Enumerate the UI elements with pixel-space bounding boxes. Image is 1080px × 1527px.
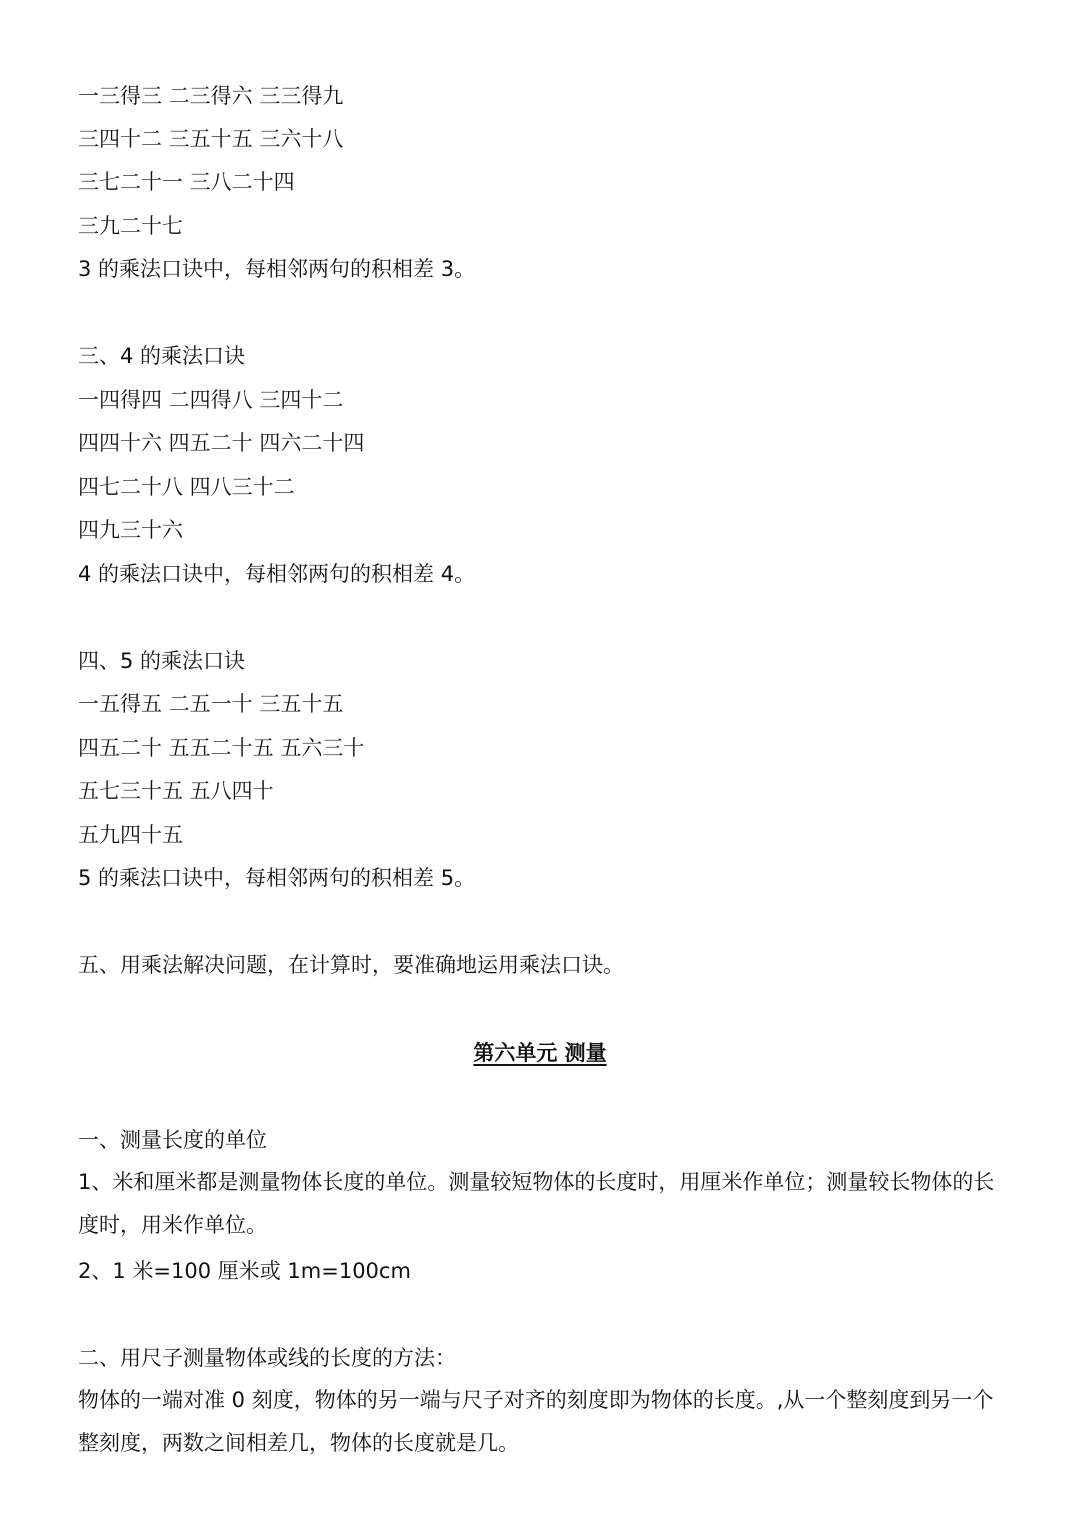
section4-title: 三、4 的乘法口诀 xyxy=(78,344,246,368)
section3-line-1: 一三得三 二三得六 三三得九 xyxy=(78,84,344,108)
section5-line-1: 一五得五 二五一十 三五十五 xyxy=(78,692,344,716)
section4-summary: 4 的乘法口诀中，每相邻两句的积相差 4。 xyxy=(78,562,476,586)
unit6-part1-item1: 1、米和厘米都是测量物体长度的单位。测量较短物体的长度时，用厘米作单位；测量较长物体的长度时，用米作单位。 xyxy=(78,1170,995,1237)
section4-line-2: 四四十六 四五二十 四六二十四 xyxy=(78,431,365,455)
section4-line-1: 一四得四 二四得八 三四十二 xyxy=(78,388,344,412)
section3-summary: 3 的乘法口诀中，每相邻两句的积相差 3。 xyxy=(78,257,476,281)
section5-line-3: 五七三十五 五八四十 xyxy=(78,779,274,803)
section5-line-2: 四五二十 五五二十五 五六三十 xyxy=(78,736,365,760)
unit-title-text: 第六单元 测量 xyxy=(473,1041,607,1065)
unit6-part1-item2: 2、1 米=100 厘米或 1m=100cm xyxy=(78,1259,411,1283)
section4-line-4: 四九三十六 xyxy=(78,518,183,542)
unit-title xyxy=(0,1038,1080,1068)
section6-text: 五、用乘法解决问题，在计算时，要准确地运用乘法口诀。 xyxy=(78,953,624,977)
section3-line-3: 三七二十一 三八二十四 xyxy=(78,170,295,194)
section4-line-3: 四七二十八 四八三十二 xyxy=(78,475,295,499)
section5-summary: 5 的乘法口诀中，每相邻两句的积相差 5。 xyxy=(78,866,476,890)
unit6-part2-title: 二、用尺子测量物体或线的长度的方法： xyxy=(78,1346,456,1370)
section3-line-4: 三九二十七 xyxy=(78,214,183,238)
unit6-part1-title: 一、测量长度的单位 xyxy=(78,1128,267,1152)
section5-title: 四、5 的乘法口诀 xyxy=(78,649,246,673)
section3-line-2: 三四十二 三五十五 三六十八 xyxy=(78,127,344,151)
section5-line-4: 五九四十五 xyxy=(78,823,183,847)
unit6-part2-text: 物体的一端对准 0 刻度，物体的另一端与尺子对齐的刻度即为物体的长度。,从一个整刻度到另一个整刻度，两数之间相差几，物体的长度就是几。 xyxy=(78,1388,994,1455)
